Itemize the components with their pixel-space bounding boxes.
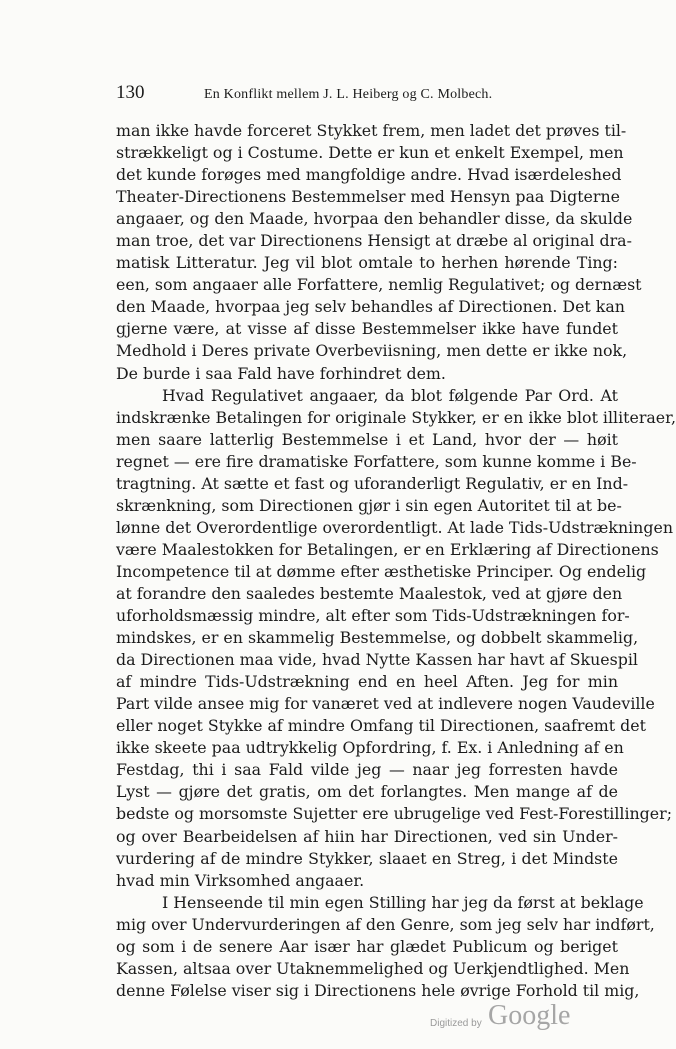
text-line: eller noget Stykke af mindre Omfang til Directionen, saafremt det: [116, 716, 646, 736]
text-line: regnet — ere fire dramatiske Forfattere, som kunne komme i Be-: [116, 451, 637, 471]
text-line: og som i de senere Aar især har glædet Publicum og beriget: [116, 936, 618, 956]
text-line: Medhold i Deres private Overbeviisning, men dette er ikke nok,: [116, 341, 628, 361]
text-line: bedste og morsomste Sujetter ere ubrugelige ved Fest-Forestillinger;: [116, 804, 673, 824]
text-line: De burde i saa Fald have forhindret dem.: [116, 363, 446, 383]
page-number: 130: [116, 82, 145, 103]
text-line: Part vilde ansee mig for vanæret ved at indlevere nogen Vaudeville: [116, 694, 655, 714]
text-line: indskrænke Betalingen for originale Stykker, er en ikke blot illiteraer,: [116, 407, 676, 427]
page-header: [116, 82, 526, 108]
text-line: Theater-Directionens Bestemmelser med Hensyn paa Digterne: [116, 187, 620, 207]
body-text: [116, 120, 676, 1002]
text-line: tragtning. At sætte et fast og uforanderligt Regulativ, er en Ind-: [116, 473, 629, 493]
text-line: men saare latterlig Bestemmelse i et Land, hvor der — høit: [116, 429, 618, 449]
text-line: strækkeligt og i Costume. Dette er kun et enkelt Exempel, men: [116, 143, 624, 163]
text-line: lønne det Overordentlige overordentligt. At lade Tids-Udstrækningen: [116, 517, 673, 537]
text-line: matisk Litteratur. Jeg vil blot omtale to herhen hørende Ting:: [116, 253, 618, 273]
text-line: Incompetence til at dømme efter æsthetiske Principer. Og endelig: [116, 561, 647, 581]
text-line: af mindre Tids-Udstrækning end en heel Aften. Jeg for min: [116, 672, 618, 692]
text-line: angaaer, og den Maade, hvorpaa den behandler disse, da skulde: [116, 209, 633, 229]
text-line: I Henseende til min egen Stilling har jeg da først at beklage: [162, 892, 644, 912]
text-line: Hvad Regulativet angaaer, da blot følgende Par Ord. At: [162, 385, 618, 405]
text-line: Lyst — gjøre det gratis, om det forlangtes. Men mange af de: [116, 782, 618, 802]
text-line: det kunde forøges med mangfoldige andre. Hvad isærdeleshed: [116, 165, 622, 185]
text-line: vurdering af de mindre Stykker, slaaet en Streg, i det Mindste: [116, 848, 618, 868]
digitization-watermark: [430, 1000, 620, 1040]
text-line: ikke skeete paa udtrykkelig Opfordring, f. Ex. i Anledning af en: [116, 738, 624, 758]
text-line: være Maalestokken for Betalingen, er en Erklæring af Directionens: [116, 539, 659, 559]
text-line: den Maade, hvorpaa jeg selv behandles af Directionen. Det kan: [116, 297, 625, 317]
text-line: een, som angaaer alle Forfattere, nemlig Regulativet; og dernæst: [116, 275, 642, 295]
text-line: skrænkning, som Directionen gjør i sin egen Autoritet til at be-: [116, 495, 622, 515]
text-line: man troe, det var Directionens Hensigt at dræbe al original dra-: [116, 231, 632, 251]
text-line: hvad min Virksomhed angaaer.: [116, 870, 365, 890]
text-line: man ikke havde forceret Stykket frem, men ladet det prøves til-: [116, 121, 627, 140]
text-line: gjerne være, at visse af disse Bestemmelser ikke have fundet: [116, 319, 618, 339]
running-head: En Konflikt mellem J. L. Heiberg og C. Molbech.: [204, 87, 493, 102]
text-line: mindskes, er en skammelig Bestemmelse, og dobbelt skammelig,: [116, 628, 639, 648]
digitized-by-label: Digitized by: [430, 1018, 482, 1029]
text-line: da Directionen maa vide, hvad Nytte Kassen har havt af Skuespil: [116, 650, 638, 670]
text-line: og over Bearbeidelsen af hiin har Directionen, ved sin Under-: [116, 826, 618, 846]
google-logo: Google: [488, 1000, 571, 1031]
text-line: uforholdsmæssig mindre, alt efter som Tids-Udstrækningen for-: [116, 606, 630, 626]
text-line: Festdag, thi i saa Fald vilde jeg — naar jeg forresten havde: [116, 760, 618, 780]
text-line: denne Følelse viser sig i Directionens hele øvrige Forhold til mig,: [116, 980, 640, 1000]
text-line: Kassen, altsaa over Utaknemmelighed og Uerkjendtlighed. Men: [116, 958, 630, 978]
text-line: mig over Undervurderingen af den Genre, som jeg selv har indført,: [116, 914, 655, 934]
text-line: at forandre den saaledes bestemte Maalestok, ved at gjøre den: [116, 583, 623, 603]
